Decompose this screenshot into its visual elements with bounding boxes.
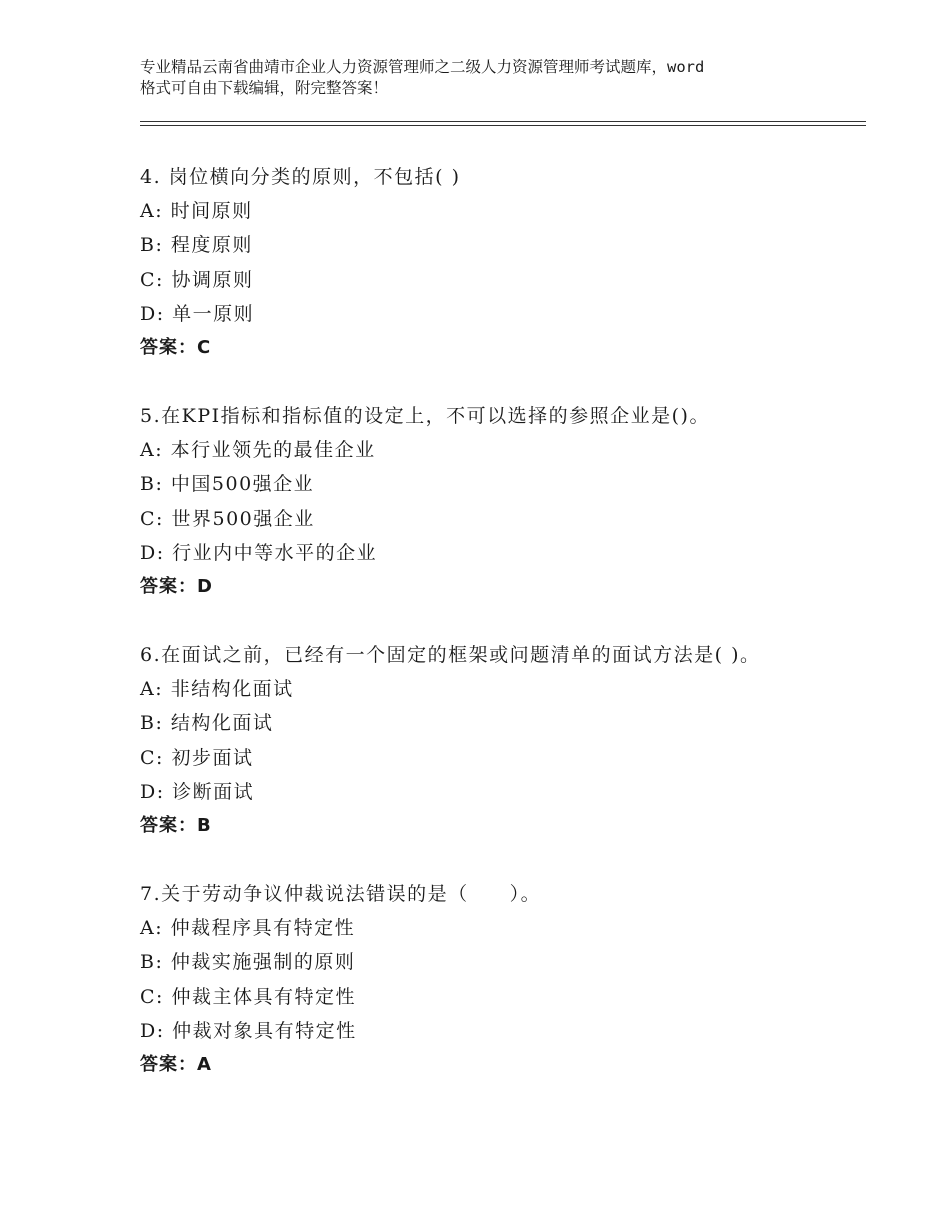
question-block (140, 160, 860, 365)
question-stem: 6.在面试之前，已经有一个固定的框架或问题清单的面试方法是( )。 (140, 644, 761, 666)
document-header (140, 57, 840, 99)
header-title-line-1: 专业精品云南省曲靖市企业人力资源管理师之二级人力资源管理师考试题库，word (140, 58, 705, 76)
option-c: C: 协调原则 (140, 268, 254, 291)
option-b: B: 中国500强企业 (140, 473, 315, 496)
option-a: A: 非结构化面试 (140, 678, 294, 701)
question-stem: 7.关于劳动争议仲裁说法错误的是（ ）。 (140, 883, 542, 905)
option-c: C: 仲裁主体具有特定性 (140, 985, 356, 1008)
option-d: D: 行业内中等水平的企业 (140, 541, 378, 564)
option-b: B: 程度原则 (140, 234, 253, 257)
option-d: D: 诊断面试 (140, 780, 255, 803)
question-stem: 4. 岗位横向分类的原则，不包括( ) (140, 166, 461, 188)
question-block (140, 877, 860, 1082)
answer-label: 答案：D (140, 575, 213, 597)
answer-label: 答案：B (140, 814, 212, 836)
question-block (140, 638, 860, 843)
question-stem: 5.在KPI指标和指标值的设定上，不可以选择的参照企业是()。 (140, 405, 710, 427)
answer-label: 答案：C (140, 336, 212, 358)
option-a: A: 本行业领先的最佳企业 (140, 439, 376, 462)
option-a: A: 时间原则 (140, 200, 253, 223)
header-divider-bottom (140, 125, 866, 126)
answer-label: 答案：A (140, 1053, 212, 1075)
option-b: B: 仲裁实施强制的原则 (140, 951, 356, 974)
option-c: C: 世界500强企业 (140, 507, 315, 530)
option-d: D: 单一原则 (140, 302, 255, 325)
question-block (140, 399, 860, 604)
header-divider-top (140, 121, 866, 122)
option-d: D: 仲裁对象具有特定性 (140, 1019, 357, 1042)
option-c: C: 初步面试 (140, 746, 254, 769)
option-b: B: 结构化面试 (140, 712, 274, 735)
option-a: A: 仲裁程序具有特定性 (140, 917, 356, 940)
header-title-line-2: 格式可自由下载编辑，附完整答案！ (140, 79, 389, 97)
